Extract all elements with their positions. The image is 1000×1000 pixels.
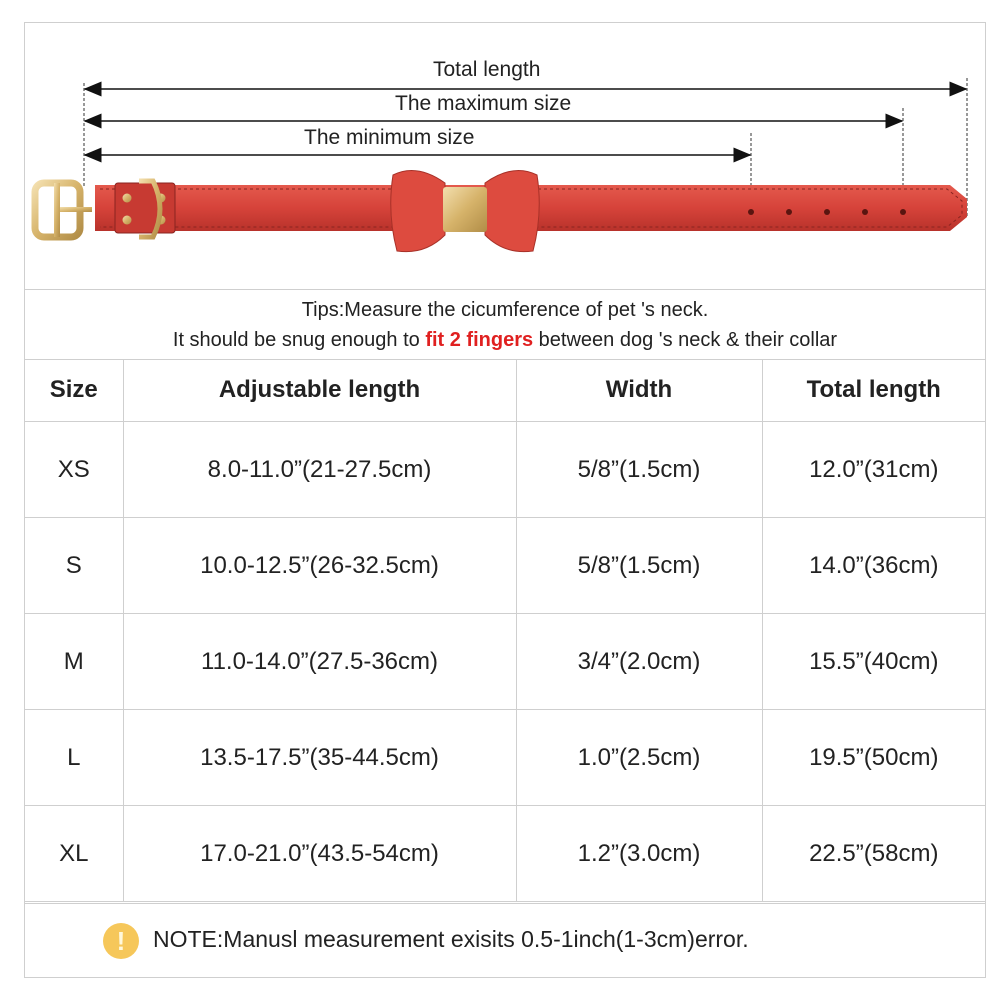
rivet (123, 216, 132, 225)
tips-line-2-start: It should be snug enough to (172, 329, 426, 351)
buckle-prong (60, 207, 92, 212)
note-bar (25, 903, 985, 979)
bow-left-wing (391, 171, 445, 252)
rivet (123, 194, 132, 203)
size-table (25, 359, 985, 902)
tips-highlight: fit 2 fingers (425, 329, 534, 351)
header-total-length: Total length (762, 359, 985, 422)
cell-adjustable-length: 17.0-21.0”(43.5-54cm) (123, 806, 516, 902)
table-row (25, 422, 985, 518)
tips-line-1: Tips:Measure the cicumference of pet 's neck. (301, 299, 709, 321)
strap-hole (748, 209, 754, 215)
cell-size: S (25, 518, 123, 614)
strap-hole (900, 209, 906, 215)
tips-line-2-end: between dog 's neck & their collar (533, 329, 838, 351)
cell-total-length: 22.5”(58cm) (762, 806, 985, 902)
cell-total-length: 12.0”(31cm) (762, 422, 985, 518)
cell-width: 5/8”(1.5cm) (516, 518, 762, 614)
table-row (25, 518, 985, 614)
table-row (25, 614, 985, 710)
cell-width: 1.0”(2.5cm) (516, 710, 762, 806)
bow-right-wing (485, 171, 539, 252)
cell-adjustable-length: 8.0-11.0”(21-27.5cm) (123, 422, 516, 518)
bow-center-plate (443, 187, 487, 232)
collar-diagram (25, 23, 985, 290)
cell-size: XL (25, 806, 123, 902)
strap-hole (862, 209, 868, 215)
total-length-label: Total length (433, 58, 541, 81)
cell-width: 1.2”(3.0cm) (516, 806, 762, 902)
header-size: Size (25, 359, 123, 422)
table-header-row (25, 359, 985, 422)
size-chart (24, 22, 986, 978)
cell-adjustable-length: 10.0-12.5”(26-32.5cm) (123, 518, 516, 614)
tips-line-2 (25, 329, 985, 352)
cell-width: 5/8”(1.5cm) (516, 422, 762, 518)
cell-total-length: 19.5”(50cm) (762, 710, 985, 806)
cell-size: M (25, 614, 123, 710)
exclamation-icon: ! (103, 923, 139, 959)
note-text: NOTE:Manusl measurement exisits 0.5-1inch(1-3cm)error. (153, 926, 749, 952)
cell-adjustable-length: 11.0-14.0”(27.5-36cm) (123, 614, 516, 710)
header-width: Width (516, 359, 762, 422)
buckle-bar (54, 183, 60, 237)
cell-size: L (25, 710, 123, 806)
table-row (25, 806, 985, 902)
strap-hole (786, 209, 792, 215)
cell-total-length: 14.0”(36cm) (762, 518, 985, 614)
table-row (25, 710, 985, 806)
max-size-label: The maximum size (395, 92, 572, 115)
cell-adjustable-length: 13.5-17.5”(35-44.5cm) (123, 710, 516, 806)
min-size-label: The minimum size (304, 126, 475, 149)
cell-total-length: 15.5”(40cm) (762, 614, 985, 710)
cell-width: 3/4”(2.0cm) (516, 614, 762, 710)
strap-keeper (115, 183, 175, 233)
cell-size: XS (25, 422, 123, 518)
strap-hole (824, 209, 830, 215)
header-adjustable-length: Adjustable length (123, 359, 516, 422)
measuring-tips (25, 289, 985, 360)
